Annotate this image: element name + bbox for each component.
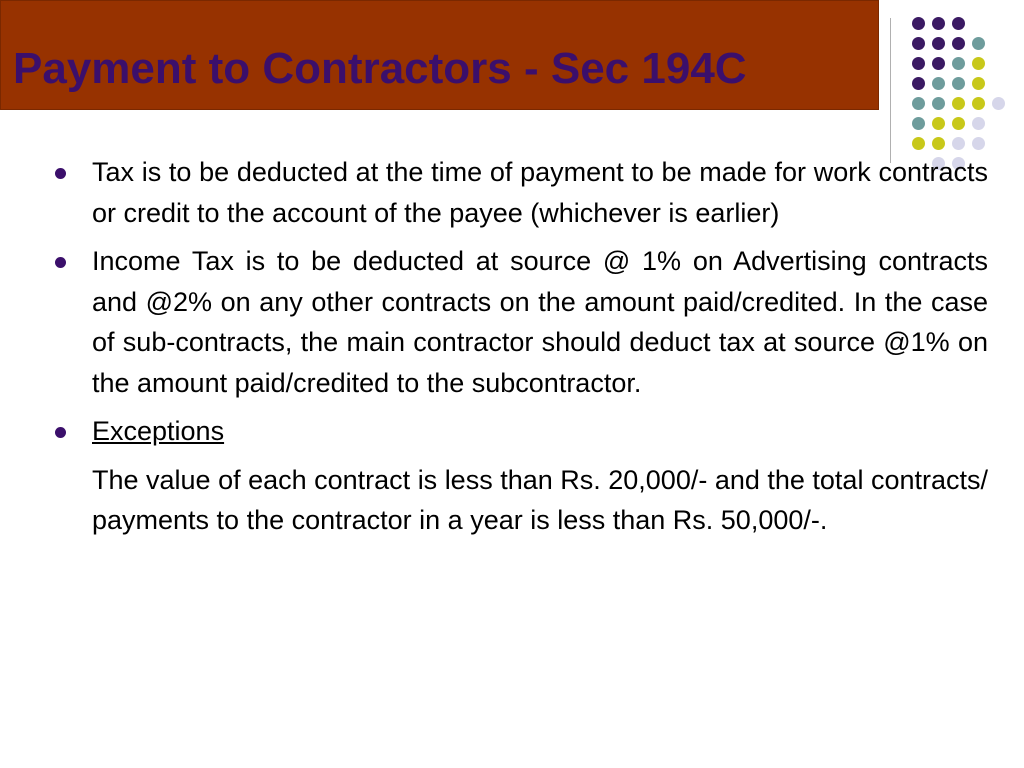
bullet-item (55, 411, 988, 452)
exceptions-heading: Exceptions (92, 416, 225, 446)
decorative-dot (932, 17, 945, 30)
decorative-dot (972, 137, 985, 150)
bullet-icon (55, 168, 66, 179)
bullet-text: Income Tax is to be deducted at source @ 1% on Advertising contracts and @2% on any other contracts on the amount paid/credited. In the case of sub-contracts, the main contractor should deduct tax at source @1% on the amount paid/credited to the subcontractor. (92, 246, 988, 398)
divider-line (890, 18, 891, 163)
slide-body (55, 152, 988, 549)
bullet-icon (55, 257, 66, 268)
decorative-dot (932, 137, 945, 150)
slide-title: Payment to Contractors - Sec 194C (13, 44, 747, 93)
decorative-dot (912, 37, 925, 50)
bullet-item (55, 241, 988, 403)
decorative-dot (952, 57, 965, 70)
decorative-dot (912, 57, 925, 70)
decorative-dot (932, 37, 945, 50)
decorative-dot (972, 57, 985, 70)
decorative-dot (932, 57, 945, 70)
bullet-icon (55, 427, 66, 438)
decorative-dot (992, 97, 1005, 110)
decorative-dot (912, 77, 925, 90)
decorative-dot (932, 97, 945, 110)
decorative-dot (912, 117, 925, 130)
decorative-dot (952, 37, 965, 50)
decorative-dot (932, 77, 945, 90)
decorative-dot (972, 37, 985, 50)
decorative-dot (912, 137, 925, 150)
bullet-text: Tax is to be deducted at the time of payment to be made for work contracts or credit to the account of the payee (whichever is earlier) (92, 157, 988, 228)
decorative-dot (952, 137, 965, 150)
decorative-dot (972, 77, 985, 90)
decorative-dot (912, 97, 925, 110)
exception-paragraph (55, 460, 988, 541)
decorative-dot (952, 77, 965, 90)
bullet-item (55, 152, 988, 233)
decorative-dot (972, 117, 985, 130)
decorative-dot (952, 97, 965, 110)
decorative-dot (932, 117, 945, 130)
exception-text: The value of each contract is less than Rs. 20,000/- and the total contracts/ payments to the contractor in a year is less than Rs. 50,000/-. (92, 464, 988, 535)
title-bar (0, 0, 879, 110)
decorative-dot (952, 117, 965, 130)
decorative-dot (912, 17, 925, 30)
decorative-dot (952, 17, 965, 30)
decorative-dot (972, 97, 985, 110)
